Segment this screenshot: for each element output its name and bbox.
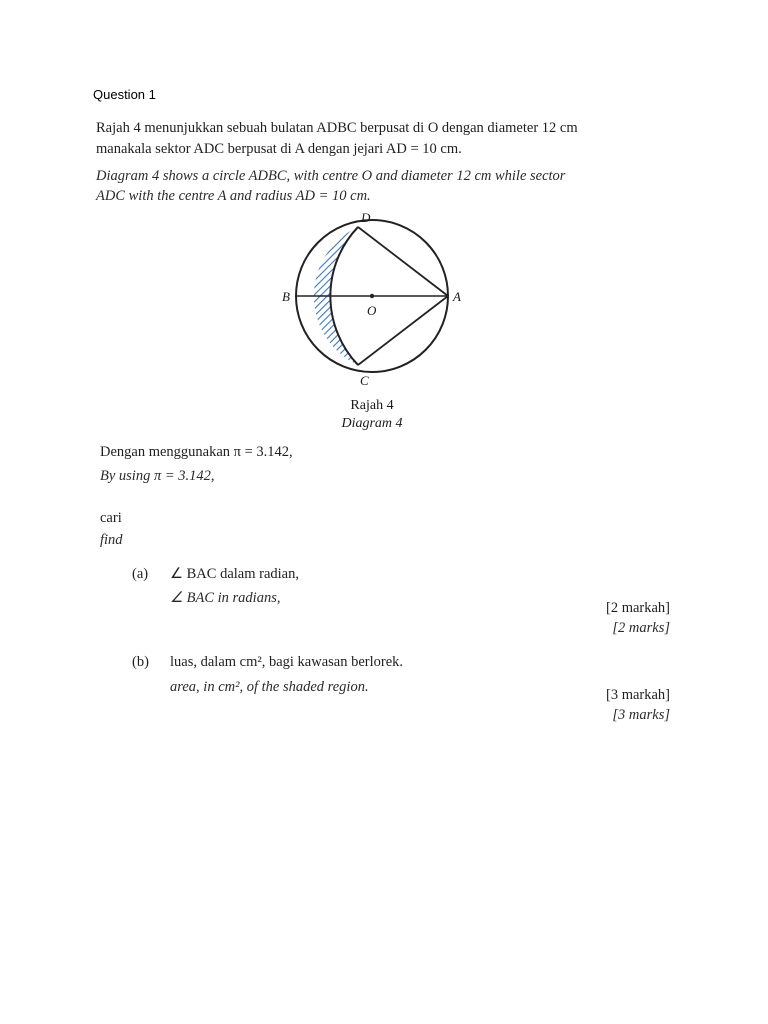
intro-malay-line-1: Rajah 4 menunjukkan sebuah bulatan ADBC berpusat di O dengan diameter 12 cm <box>96 120 578 136</box>
diagram-svg <box>268 206 478 436</box>
part-b-marks-malay: [3 markah] <box>605 687 670 703</box>
part-a-text-malay: ∠ BAC dalam radian, <box>170 566 299 582</box>
find-malay: cari <box>100 510 122 526</box>
caption-english: Diagram 4 <box>341 416 403 431</box>
intro-english-line-1: Diagram 4 shows a circle ADBC, with centre O and diameter 12 cm while sector <box>96 168 566 184</box>
find-english: find <box>100 532 123 548</box>
centre-dot <box>370 294 374 298</box>
part-a-marks-malay: [2 markah] <box>605 600 670 616</box>
label-o: O <box>367 303 377 318</box>
part-a-text-english: ∠ BAC in radians, <box>170 590 281 606</box>
label-d: D <box>361 210 371 225</box>
part-b-label: (b) <box>132 654 149 670</box>
circle-sector-diagram <box>268 206 478 441</box>
pi-line-malay: Dengan menggunakan π = 3.142, <box>100 444 293 460</box>
label-b: B <box>282 289 290 304</box>
label-a: A <box>453 289 461 304</box>
radius-ad <box>358 227 448 296</box>
part-b-marks-english: [3 marks] <box>612 707 670 723</box>
part-b-text-english: area, in cm², of the shaded region. <box>170 679 369 695</box>
label-c: C <box>360 373 369 388</box>
intro-malay-line-2: manakala sektor ADC berpusat di A dengan jejari AD = 10 cm. <box>96 141 462 157</box>
part-a-marks-english: [2 marks] <box>612 620 670 636</box>
part-a-label: (a) <box>132 566 149 582</box>
pi-line-english: By using π = 3.142, <box>100 468 215 484</box>
intro-english-line-2: ADC with the centre A and radius AD = 10 cm. <box>96 188 371 204</box>
question-heading: Question 1 <box>93 87 156 102</box>
caption-malay: Rajah 4 <box>350 398 394 413</box>
part-b-text-malay: luas, dalam cm², bagi kawasan berlorek. <box>170 654 404 670</box>
